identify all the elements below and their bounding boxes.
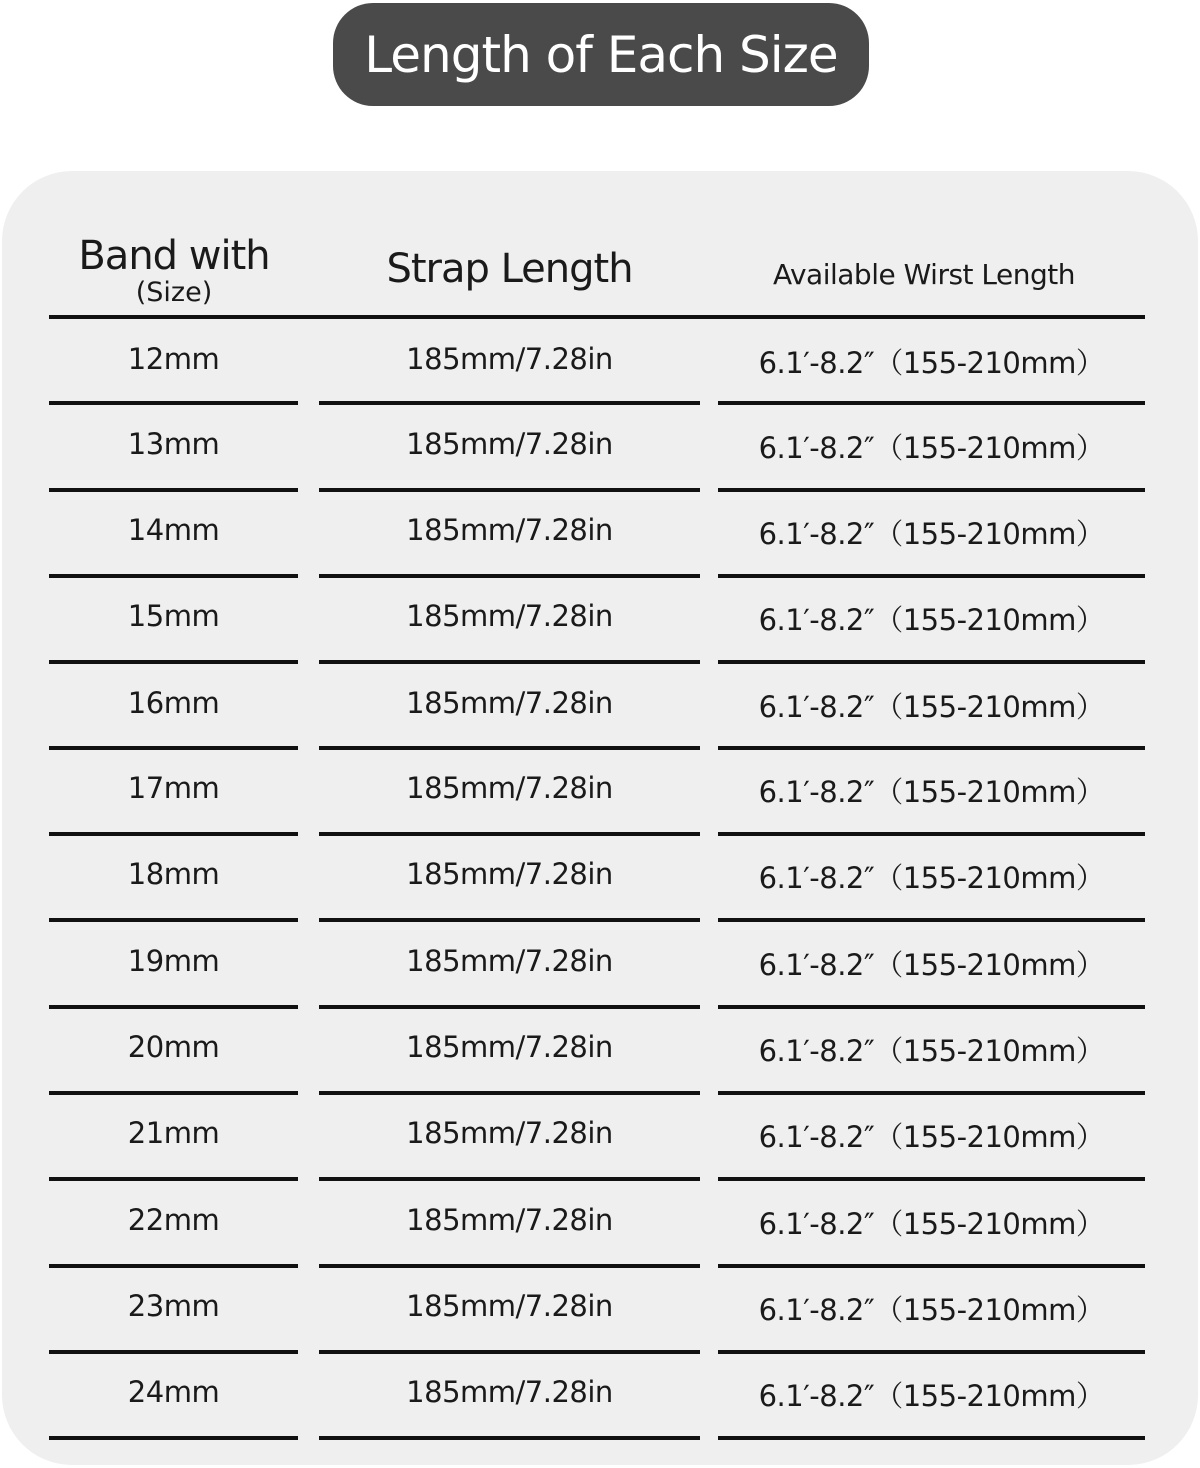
- table-row: [0, 1352, 1200, 1440]
- strap-length-cell-text: 185mm/7.28in: [406, 342, 613, 376]
- strap-length-cell-text: 185mm/7.28in: [406, 1203, 613, 1237]
- wrist-length-cell: [718, 663, 1145, 750]
- band-width-cell-text: 13mm: [127, 427, 220, 461]
- table-row: [0, 1093, 1200, 1181]
- strap-length-cell: [319, 748, 700, 836]
- strap-length-cell: [319, 1352, 700, 1440]
- wrist-length-cell: [718, 576, 1145, 664]
- wrist-length-cell: [718, 404, 1145, 492]
- wrist-length-cell-text: 6.1′-8.2″（155-210mm）: [758, 1379, 1105, 1413]
- strap-length-cell: [319, 834, 700, 922]
- wrist-length-cell-text: 6.1′-8.2″（155-210mm）: [758, 346, 1105, 380]
- table-row: [0, 1180, 1200, 1268]
- band-width-cell-text: 23mm: [127, 1289, 220, 1323]
- wrist-length-cell: [718, 1007, 1145, 1095]
- wrist-length-cell-text: 6.1′-8.2″（155-210mm）: [758, 690, 1105, 724]
- wrist-length-cell-text: 6.1′-8.2″（155-210mm）: [758, 517, 1105, 551]
- wrist-length-cell: [718, 1180, 1145, 1268]
- page-title: Length of Each Size: [364, 25, 838, 84]
- strap-length-cell-text: 185mm/7.28in: [406, 686, 613, 720]
- wrist-length-cell: [718, 1093, 1145, 1181]
- band-width-cell: [49, 834, 298, 922]
- table-row: [0, 319, 1200, 405]
- strap-length-cell-text: 185mm/7.28in: [406, 771, 613, 805]
- table-row: [0, 1266, 1200, 1354]
- row-divider: [49, 1436, 298, 1440]
- header-band-width: Band with: [78, 233, 270, 279]
- row-divider: [319, 1436, 700, 1440]
- strap-length-cell: [319, 1266, 700, 1354]
- strap-length-cell-text: 185mm/7.28in: [406, 427, 613, 461]
- title-banner: [333, 3, 869, 106]
- wrist-length-cell-text: 6.1′-8.2″（155-210mm）: [758, 1293, 1105, 1327]
- header-strap-length: Strap Length: [386, 246, 633, 292]
- strap-length-cell: [319, 490, 700, 578]
- strap-length-cell-text: 185mm/7.28in: [406, 857, 613, 891]
- band-width-cell-text: 18mm: [127, 857, 220, 891]
- band-width-cell: [49, 1266, 298, 1354]
- band-width-cell-text: 17mm: [127, 771, 220, 805]
- band-width-cell-text: 14mm: [127, 513, 220, 547]
- band-width-cell-text: 15mm: [127, 599, 220, 633]
- strap-length-cell-text: 185mm/7.28in: [406, 513, 613, 547]
- band-width-cell: [49, 1180, 298, 1268]
- band-width-cell-text: 12mm: [127, 342, 220, 376]
- wrist-length-cell: [718, 1352, 1145, 1440]
- row-divider: [718, 1436, 1145, 1440]
- band-width-cell: [49, 748, 298, 836]
- band-width-cell: [49, 1093, 298, 1181]
- wrist-length-cell-text: 6.1′-8.2″（155-210mm）: [758, 861, 1105, 895]
- band-width-cell-text: 21mm: [127, 1116, 220, 1150]
- band-width-cell: [49, 921, 298, 1009]
- wrist-length-cell-text: 6.1′-8.2″（155-210mm）: [758, 1034, 1105, 1068]
- band-width-cell: [49, 1007, 298, 1095]
- wrist-length-cell-text: 6.1′-8.2″（155-210mm）: [758, 1120, 1105, 1154]
- strap-length-cell: [319, 1093, 700, 1181]
- wrist-length-cell-text: 6.1′-8.2″（155-210mm）: [758, 431, 1105, 465]
- table-row: [0, 490, 1200, 578]
- band-width-cell: [49, 490, 298, 578]
- strap-length-cell: [319, 921, 700, 1009]
- strap-length-cell: [319, 663, 700, 750]
- table-row: [0, 404, 1200, 492]
- strap-length-cell-text: 185mm/7.28in: [406, 1116, 613, 1150]
- wrist-length-cell-text: 6.1′-8.2″（155-210mm）: [758, 775, 1105, 809]
- strap-length-cell-text: 185mm/7.28in: [406, 1375, 613, 1409]
- band-width-cell-text: 16mm: [127, 686, 220, 720]
- table-row: [0, 921, 1200, 1009]
- strap-length-cell-text: 185mm/7.28in: [406, 1289, 613, 1323]
- strap-length-cell: [319, 576, 700, 664]
- wrist-length-cell-text: 6.1′-8.2″（155-210mm）: [758, 603, 1105, 637]
- wrist-length-cell: [718, 748, 1145, 836]
- table-row: [0, 663, 1200, 750]
- strap-length-cell: [319, 1180, 700, 1268]
- table-row: [0, 1007, 1200, 1095]
- strap-length-cell: [319, 404, 700, 492]
- band-width-cell: [49, 576, 298, 664]
- strap-length-cell: [319, 1007, 700, 1095]
- band-width-cell-text: 19mm: [127, 944, 220, 978]
- band-width-cell-text: 24mm: [127, 1375, 220, 1409]
- band-width-cell-text: 22mm: [127, 1203, 220, 1237]
- header-band-size-note: (Size): [135, 277, 213, 308]
- table-row: [0, 748, 1200, 836]
- band-width-cell: [49, 663, 298, 750]
- band-width-cell-text: 20mm: [127, 1030, 220, 1064]
- strap-length-cell-text: 185mm/7.28in: [406, 944, 613, 978]
- wrist-length-cell: [718, 921, 1145, 1009]
- strap-length-cell-text: 185mm/7.28in: [406, 1030, 613, 1064]
- wrist-length-cell: [718, 834, 1145, 922]
- strap-length-cell: [319, 319, 700, 405]
- strap-length-cell-text: 185mm/7.28in: [406, 599, 613, 633]
- band-width-cell: [49, 319, 298, 405]
- wrist-length-cell: [718, 1266, 1145, 1354]
- band-width-cell: [49, 1352, 298, 1440]
- wrist-length-cell-text: 6.1′-8.2″（155-210mm）: [758, 948, 1105, 982]
- table-row: [0, 834, 1200, 922]
- wrist-length-cell: [718, 319, 1145, 405]
- band-width-cell: [49, 404, 298, 492]
- wrist-length-cell: [718, 490, 1145, 578]
- table-row: [0, 576, 1200, 664]
- header-wrist-length: Available Wirst Length: [772, 258, 1076, 291]
- wrist-length-cell-text: 6.1′-8.2″（155-210mm）: [758, 1207, 1105, 1241]
